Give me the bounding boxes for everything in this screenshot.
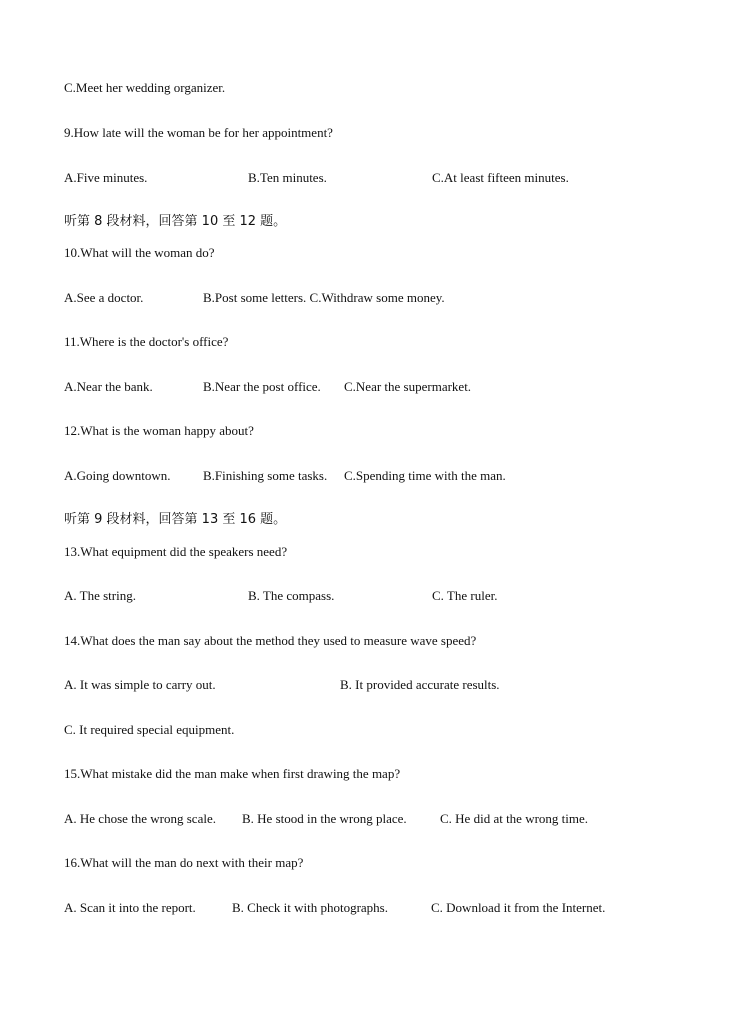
q16-option-a: A. Scan it into the report. [64,900,196,915]
q15-option-a: A. He chose the wrong scale. [64,811,216,826]
q10-option-a: A.See a doctor. [64,290,144,305]
q16-option-c: C. Download it from the Internet. [431,900,606,915]
section-8-heading: 听第 8 段材料，回答第 10 至 12 题。 [64,214,287,229]
q12-question: 12.What is the woman happy about? [64,423,254,438]
q16-option-b: B. Check it with photographs. [232,900,388,915]
q9-question: 9.How late will the woman be for her appointment? [64,125,333,140]
q14-option-a: A. It was simple to carry out. [64,677,216,692]
q10-question: 10.What will the woman do? [64,245,215,260]
q13-option-b: B. The compass. [248,588,335,603]
q15-question: 15.What mistake did the man make when first drawing the map? [64,766,401,781]
q14-option-b: B. It provided accurate results. [340,677,500,692]
q13-question: 13.What equipment did the speakers need? [64,544,288,559]
q9-option-b: B.Ten minutes. [248,170,327,185]
q12-option-c: C.Spending time with the man. [344,468,506,483]
q10-option-bc: B.Post some letters. C.Withdraw some money. [203,290,445,305]
q11-question: 11.Where is the doctor's office? [64,334,229,349]
q13-option-a: A. The string. [64,588,136,603]
q11-option-a: A.Near the bank. [64,379,153,394]
q12-option-a: A.Going downtown. [64,468,171,483]
q15-option-c: C. He did at the wrong time. [440,811,589,826]
q9-option-a: A.Five minutes. [64,170,148,185]
section-9-heading: 听第 9 段材料，回答第 13 至 16 题。 [64,512,287,527]
q15-option-b: B. He stood in the wrong place. [242,811,407,826]
q13-option-c: C. The ruler. [432,588,498,603]
q14-option-c: C. It required special equipment. [64,722,235,737]
q12-option-b: B.Finishing some tasks. [203,468,328,483]
q16-question: 16.What will the man do next with their map? [64,855,304,870]
q8-option-c: C.Meet her wedding organizer. [64,80,226,95]
q11-option-c: C.Near the supermarket. [344,379,472,394]
q11-option-b: B.Near the post office. [203,379,321,394]
q14-question: 14.What does the man say about the method they used to measure wave speed? [64,633,477,648]
q9-option-c: C.At least fifteen minutes. [432,170,569,185]
